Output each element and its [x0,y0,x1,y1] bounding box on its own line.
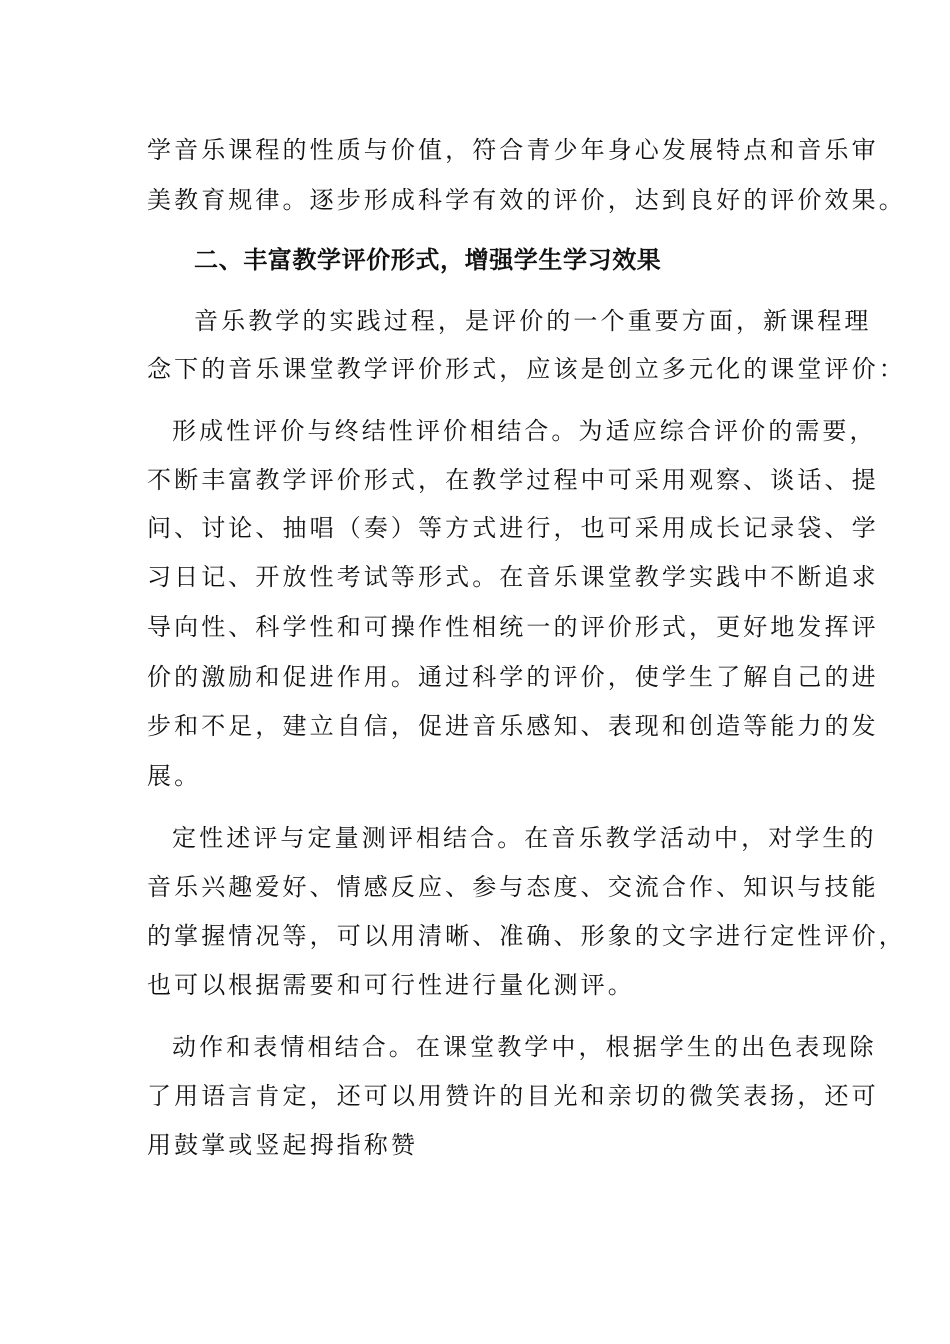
paragraph-line: 动作和表情相结合。在课堂教学中，根据学生的出色表现除 [172,1033,877,1061]
paragraph-line: 价的激励和促进作用。通过科学的评价，使学生了解自己的进 [147,663,879,691]
paragraph-line: 用鼓掌或竖起拇指称赞 [147,1131,418,1159]
paragraph-line: 形成性评价与终结性评价相结合。为适应综合评价的需要， [172,417,877,445]
paragraph-line: 习日记、开放性考试等形式。在音乐课堂教学实践中不断追求 [147,563,879,591]
paragraph-line: 念下的音乐课堂教学评价形式，应该是创立多元化的课堂评价： [147,355,906,383]
paragraph-line: 美教育规律。逐步形成科学有效的评价，达到良好的评价效果。 [147,186,906,214]
paragraph-line: 音乐兴趣爱好、情感反应、参与态度、交流合作、知识与技能 [147,873,879,901]
paragraph-line: 学音乐课程的性质与价值，符合青少年身心发展特点和音乐审 [147,136,879,164]
paragraph-line: 音乐教学的实践过程，是评价的一个重要方面，新课程理 [194,307,872,335]
paragraph-line: 步和不足，建立自信，促进音乐感知、表现和创造等能力的发 [147,712,879,740]
paragraph-line: 展。 [147,762,202,790]
paragraph-line: 定性述评与定量测评相结合。在音乐教学活动中，对学生的 [172,824,877,852]
paragraph-line: 不断丰富教学评价形式，在教学过程中可采用观察、谈话、提 [147,466,879,494]
paragraph-line: 了用语言肯定，还可以用赞许的目光和亲切的微笑表扬，还可 [147,1082,879,1110]
paragraph-line: 问、讨论、抽唱（奏）等方式进行，也可采用成长记录袋、学 [147,514,879,542]
paragraph-line: 的掌握情况等，可以用清晰、准确、形象的文字进行定性评价， [147,922,906,950]
paragraph-line: 导向性、科学性和可操作性相统一的评价形式，更好地发挥评 [147,613,879,641]
paragraph-line: 也可以根据需要和可行性进行量化测评。 [147,971,635,999]
section-heading: 二、丰富教学评价形式，增强学生学习效果 [194,246,662,274]
